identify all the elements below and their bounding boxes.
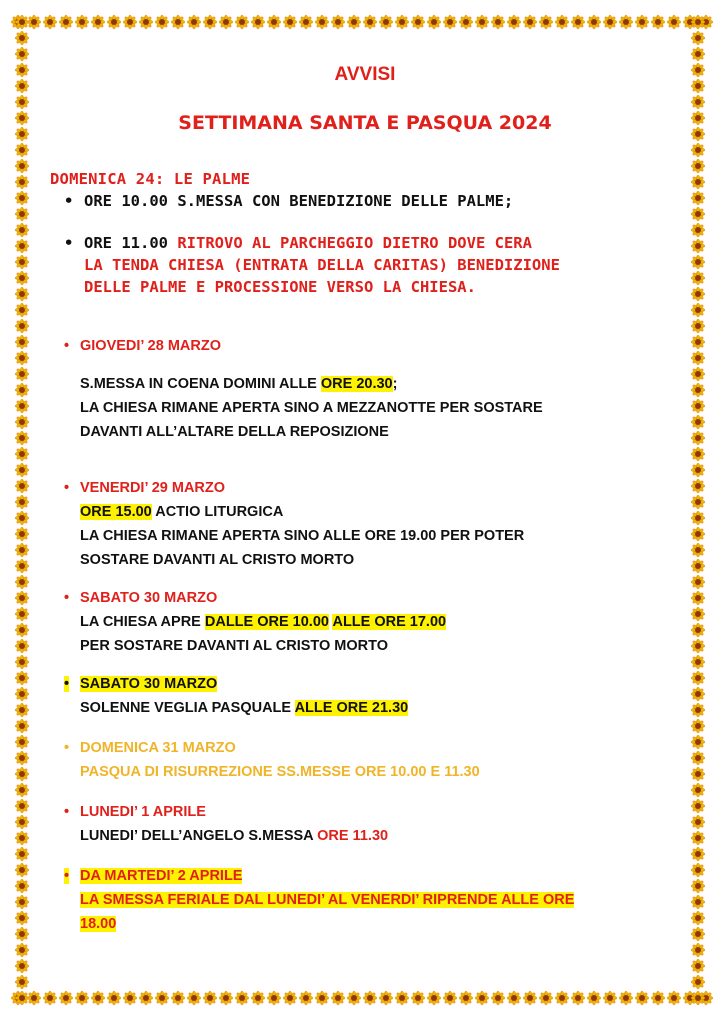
sunflower-icon	[315, 15, 329, 29]
venerdi-line-2: LA CHIESA RIMANE APERTA SINO ALLE ORE 19.00 PER POTER	[80, 528, 525, 544]
sunflower-icon	[347, 15, 361, 29]
sunflower-icon	[691, 127, 705, 141]
sunflower-icon	[363, 991, 377, 1005]
sunflower-icon	[15, 255, 29, 269]
bullet-icon: •	[64, 590, 70, 606]
sunflower-icon	[59, 991, 73, 1005]
sunflower-icon	[15, 799, 29, 813]
sunflower-icon	[427, 15, 441, 29]
palme-bullet-1-text: ORE 10.00 S.MESSA CON BENEDIZIONE DELLE PALME;	[84, 192, 514, 210]
sunflower-icon	[15, 223, 29, 237]
sunflower-icon	[15, 527, 29, 541]
sunflower-icon	[691, 15, 705, 29]
sunflower-icon	[691, 431, 705, 445]
sunflower-icon	[15, 847, 29, 861]
sunflower-icon	[203, 991, 217, 1005]
bullet-icon: •	[64, 804, 70, 820]
palme-time: ORE 11.00	[84, 234, 168, 252]
sunflower-icon	[15, 991, 29, 1005]
sunflower-icon	[219, 991, 233, 1005]
sunflower-icon	[187, 15, 201, 29]
sunflower-icon	[459, 15, 473, 29]
sunflower-icon	[171, 991, 185, 1005]
sunflower-icon	[15, 863, 29, 877]
sunflower-icon	[619, 991, 633, 1005]
sunflower-icon	[363, 15, 377, 29]
sunflower-icon	[475, 991, 489, 1005]
sunflower-icon	[691, 479, 705, 493]
sunflower-icon	[691, 623, 705, 637]
sunflower-icon	[691, 927, 705, 941]
giovedi-line-3: DAVANTI ALL’ALTARE DELLA REPOSIZIONE	[80, 424, 389, 440]
bullet-icon: •	[64, 676, 70, 692]
sunflower-icon	[15, 735, 29, 749]
sunflower-icon	[15, 767, 29, 781]
sunflower-icon	[15, 591, 29, 605]
palme-line-3: DELLE PALME E PROCESSIONE VERSO LA CHIESA.	[84, 278, 476, 296]
sunflower-icon	[107, 15, 121, 29]
sunflower-icon	[691, 495, 705, 509]
sunflower-icon	[443, 15, 457, 29]
sunflower-icon	[15, 335, 29, 349]
sunflower-icon	[15, 351, 29, 365]
bullet-icon: •	[64, 192, 74, 210]
sunflower-icon	[15, 79, 29, 93]
sunflower-icon	[15, 143, 29, 157]
sunflower-icon	[691, 879, 705, 893]
sunflower-icon	[691, 991, 705, 1005]
giovedi-line-1c: ;	[392, 376, 398, 392]
sunflower-icon	[91, 991, 105, 1005]
sunflower-icon	[411, 15, 425, 29]
sunflower-icon	[691, 639, 705, 653]
sunflower-icon	[15, 447, 29, 461]
sunflower-icon	[691, 271, 705, 285]
sunflower-icon	[15, 815, 29, 829]
sunflower-icon	[523, 991, 537, 1005]
sunflower-icon	[203, 15, 217, 29]
sunflower-icon	[691, 31, 705, 45]
sunflower-icon	[15, 783, 29, 797]
sunflower-icon	[691, 751, 705, 765]
sunflower-icon	[443, 991, 457, 1005]
martedi-line-2: 18.00	[80, 916, 117, 932]
sunflower-icon	[691, 239, 705, 253]
palme-meeting-text: RITROVO AL PARCHEGGIO DIETRO DOVE CERA	[177, 234, 532, 252]
sunflower-icon	[15, 943, 29, 957]
bullet-icon: •	[64, 480, 70, 496]
sunflower-icon	[123, 991, 137, 1005]
sunflower-icon	[379, 991, 393, 1005]
sunflower-icon	[15, 959, 29, 973]
sunflower-icon	[691, 335, 705, 349]
sabato-1-line-2: PER SOSTARE DAVANTI AL CRISTO MORTO	[80, 638, 389, 654]
notice-title: AVVISI	[334, 64, 396, 85]
sunflower-icon	[691, 527, 705, 541]
sunflower-icon	[691, 719, 705, 733]
sunflower-icon	[691, 255, 705, 269]
sunflower-icon	[15, 191, 29, 205]
sunflower-icon	[691, 143, 705, 157]
giovedi-section	[64, 334, 674, 444]
sunflower-icon	[15, 159, 29, 173]
sunflower-icon	[15, 383, 29, 397]
sunflower-icon	[107, 991, 121, 1005]
sunflower-icon	[691, 783, 705, 797]
sunflower-icon	[15, 543, 29, 557]
sunflower-icon	[15, 895, 29, 909]
sunflower-icon	[691, 959, 705, 973]
sunflower-icon	[331, 15, 345, 29]
sunflower-icon	[691, 975, 705, 989]
sunflower-icon	[15, 399, 29, 413]
sunflower-icon	[571, 991, 585, 1005]
sunflower-icon	[15, 479, 29, 493]
sunflower-icon	[15, 271, 29, 285]
lunedi-time: ORE 11.30	[317, 828, 389, 844]
venerdi-time-highlight: ORE 15.00	[80, 504, 152, 520]
sunflower-icon	[155, 991, 169, 1005]
sunflower-icon	[299, 991, 313, 1005]
sunflower-icon	[691, 943, 705, 957]
sunflower-icon	[43, 15, 57, 29]
sunflower-icon	[691, 911, 705, 925]
sunflower-icon	[691, 815, 705, 829]
sabato-2-time-highlight: ALLE ORE 21.30	[294, 700, 409, 716]
sunflower-icon	[187, 991, 201, 1005]
sunflower-icon	[395, 15, 409, 29]
sunflower-icon	[15, 703, 29, 717]
sunflower-icon	[15, 495, 29, 509]
giovedi-line-1a: S.MESSA IN COENA DOMINI ALLE	[80, 376, 321, 392]
sunflower-icon	[235, 991, 249, 1005]
sunflower-icon	[15, 927, 29, 941]
sabato-2-line-1a: SOLENNE VEGLIA PASQUALE	[80, 700, 295, 716]
sunflower-icon	[587, 991, 601, 1005]
sunflower-icon	[15, 287, 29, 301]
sunflower-icon	[15, 559, 29, 573]
sunflower-icon	[691, 303, 705, 317]
domenica-line-1: PASQUA DI RISURREZIONE SS.MESSE ORE 10.00 E 11.30	[80, 764, 480, 780]
sunflower-icon	[15, 911, 29, 925]
sunflower-icon	[283, 991, 297, 1005]
sunflower-icon	[251, 991, 265, 1005]
sunflower-icon	[691, 607, 705, 621]
sunflower-icon	[123, 15, 137, 29]
sunflower-icon	[691, 223, 705, 237]
decorative-border-bottom	[10, 990, 714, 1006]
sunflower-icon	[15, 111, 29, 125]
sunflower-icon	[587, 15, 601, 29]
sunflower-icon	[15, 175, 29, 189]
sunflower-icon	[691, 287, 705, 301]
sunflower-icon	[139, 991, 153, 1005]
sunflower-icon	[691, 383, 705, 397]
sunflower-icon	[691, 79, 705, 93]
giovedi-line-2: LA CHIESA RIMANE APERTA SINO A MEZZANOTTE PER SOSTARE	[80, 400, 543, 416]
sunflower-icon	[635, 15, 649, 29]
sunflower-icon	[603, 15, 617, 29]
sunflower-icon	[507, 15, 521, 29]
sunflower-icon	[691, 831, 705, 845]
bullet-icon: •	[64, 338, 70, 354]
sunflower-icon	[171, 15, 185, 29]
sunflower-icon	[75, 15, 89, 29]
sunflower-icon	[395, 991, 409, 1005]
sunflower-icon	[219, 15, 233, 29]
sunflower-icon	[15, 47, 29, 61]
sunflower-icon	[15, 31, 29, 45]
sunflower-icon	[523, 15, 537, 29]
sunflower-icon	[15, 607, 29, 621]
sunflower-icon	[347, 991, 361, 1005]
palme-line-2: LA TENDA CHIESA (ENTRATA DELLA CARITAS) BENEDIZIONE	[84, 256, 560, 274]
sunflower-icon	[491, 991, 505, 1005]
martedi-section	[64, 864, 674, 936]
lunedi-section	[64, 800, 674, 848]
sunflower-icon	[235, 15, 249, 29]
sunflower-icon	[651, 991, 665, 1005]
giovedi-heading: GIOVEDI’ 28 MARZO	[80, 338, 221, 354]
sunflower-icon	[379, 15, 393, 29]
martedi-line-1: LA SMESSA FERIALE DAL LUNEDI’ AL VENERDI’ RIPRENDE ALLE ORE	[80, 892, 575, 908]
sunflower-icon	[411, 991, 425, 1005]
sunflower-icon	[15, 719, 29, 733]
sunflower-icon	[15, 15, 29, 29]
sabato-1-line-1a: LA CHIESA APRE	[80, 614, 205, 630]
sunflower-icon	[651, 15, 665, 29]
palme-bullet-1	[64, 190, 513, 212]
sunflower-icon	[691, 111, 705, 125]
sunflower-icon	[267, 991, 281, 1005]
sunflower-icon	[667, 15, 681, 29]
sunflower-icon	[691, 799, 705, 813]
sabato-2-heading: SABATO 30 MARZO	[80, 676, 218, 692]
sunflower-icon	[59, 15, 73, 29]
decorative-border-top	[10, 14, 714, 30]
sunflower-icon	[691, 399, 705, 413]
sunflower-icon	[691, 159, 705, 173]
venerdi-line-1b: ACTIO LITURGICA	[151, 504, 284, 520]
sunflower-icon	[15, 207, 29, 221]
sunflower-icon	[571, 15, 585, 29]
sunflower-icon	[491, 15, 505, 29]
sunflower-icon	[691, 655, 705, 669]
palme-bullet-2	[64, 232, 560, 298]
sunflower-icon	[155, 15, 169, 29]
venerdi-section	[64, 476, 674, 572]
sunflower-icon	[331, 991, 345, 1005]
sabato-section-2	[64, 672, 674, 720]
sunflower-icon	[635, 991, 649, 1005]
sunflower-icon	[15, 127, 29, 141]
sunflower-icon	[691, 543, 705, 557]
sunflower-icon	[691, 95, 705, 109]
sunflower-icon	[475, 15, 489, 29]
sunflower-icon	[15, 671, 29, 685]
sunflower-icon	[139, 15, 153, 29]
sunflower-icon	[555, 15, 569, 29]
sunflower-icon	[691, 767, 705, 781]
notice-subtitle: SETTIMANA SANTA E PASQUA 2024	[178, 112, 552, 134]
sunflower-icon	[691, 463, 705, 477]
lunedi-heading: LUNEDI’ 1 APRILE	[80, 804, 206, 820]
decorative-border-left	[14, 14, 30, 1006]
sunflower-icon	[691, 671, 705, 685]
sunflower-icon	[507, 991, 521, 1005]
sabato-1-heading: SABATO 30 MARZO	[80, 590, 218, 606]
sunflower-icon	[15, 511, 29, 525]
sunflower-icon	[15, 575, 29, 589]
sunflower-icon	[43, 991, 57, 1005]
martedi-heading: DA MARTEDI’ 2 APRILE	[80, 868, 243, 884]
sunflower-icon	[15, 303, 29, 317]
sunflower-icon	[691, 319, 705, 333]
sunflower-icon	[691, 415, 705, 429]
sunflower-icon	[691, 575, 705, 589]
sunflower-icon	[667, 991, 681, 1005]
sabato-section-1	[64, 586, 674, 658]
venerdi-line-3: SOSTARE DAVANTI AL CRISTO MORTO	[80, 552, 355, 568]
giovedi-time-highlight: ORE 20.30	[320, 376, 393, 392]
sunflower-icon	[691, 367, 705, 381]
sunflower-icon	[691, 591, 705, 605]
sunflower-icon	[619, 15, 633, 29]
sunflower-icon	[691, 863, 705, 877]
sunflower-icon	[15, 415, 29, 429]
sunflower-icon	[691, 735, 705, 749]
domenica-heading: DOMENICA 31 MARZO	[80, 740, 236, 756]
venerdi-heading: VENERDI’ 29 MARZO	[80, 480, 226, 496]
sunflower-icon	[691, 895, 705, 909]
sabato-1-to-highlight: ALLE ORE 17.00	[332, 614, 447, 630]
sunflower-icon	[15, 639, 29, 653]
sunflower-icon	[15, 367, 29, 381]
sunflower-icon	[539, 991, 553, 1005]
sunflower-icon	[691, 847, 705, 861]
sunflower-icon	[91, 15, 105, 29]
sunflower-icon	[427, 991, 441, 1005]
sunflower-icon	[15, 687, 29, 701]
sunflower-icon	[691, 47, 705, 61]
decorative-border-right	[690, 14, 706, 1006]
sunflower-icon	[15, 655, 29, 669]
sunflower-icon	[75, 991, 89, 1005]
sunflower-icon	[691, 687, 705, 701]
sunflower-icon	[15, 463, 29, 477]
sunflower-icon	[15, 623, 29, 637]
sunflower-icon	[15, 975, 29, 989]
palme-heading: DOMENICA 24: LE PALME	[50, 170, 251, 188]
sunflower-icon	[539, 15, 553, 29]
sunflower-icon	[691, 703, 705, 717]
sunflower-icon	[15, 63, 29, 77]
sunflower-icon	[15, 319, 29, 333]
bullet-icon: •	[64, 740, 70, 756]
sabato-1-from-highlight: DALLE ORE 10.00	[204, 614, 329, 630]
sunflower-icon	[15, 831, 29, 845]
sunflower-icon	[315, 991, 329, 1005]
sunflower-icon	[691, 175, 705, 189]
sunflower-icon	[15, 431, 29, 445]
sunflower-icon	[267, 15, 281, 29]
sunflower-icon	[555, 991, 569, 1005]
sunflower-icon	[691, 447, 705, 461]
sunflower-icon	[459, 991, 473, 1005]
bullet-icon: •	[64, 868, 70, 884]
sunflower-icon	[299, 15, 313, 29]
sunflower-icon	[691, 207, 705, 221]
sunflower-icon	[15, 751, 29, 765]
sunflower-icon	[603, 991, 617, 1005]
sunflower-icon	[691, 191, 705, 205]
bullet-icon: •	[64, 234, 74, 252]
sunflower-icon	[251, 15, 265, 29]
sunflower-icon	[691, 559, 705, 573]
sunflower-icon	[283, 15, 297, 29]
sunflower-icon	[15, 239, 29, 253]
sunflower-icon	[691, 63, 705, 77]
lunedi-line-1a: LUNEDI’ DELL’ANGELO S.MESSA	[80, 828, 318, 844]
sunflower-icon	[15, 95, 29, 109]
sunflower-icon	[15, 879, 29, 893]
sunflower-icon	[691, 351, 705, 365]
domenica-section	[64, 736, 674, 784]
sunflower-icon	[691, 511, 705, 525]
